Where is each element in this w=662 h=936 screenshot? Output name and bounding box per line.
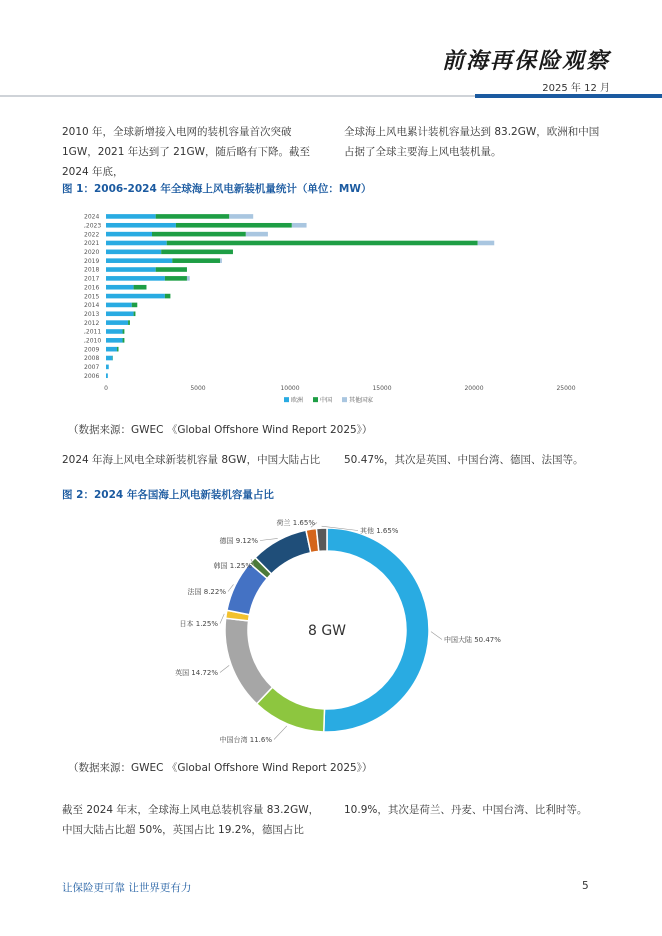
bar-segment [106,311,134,316]
paragraph-1-left: 2010 年，全球新增接入电网的装机容量首次突破 1GW，2021 年达到了 21GW，随后略有下降。截至 2024 年底， [62,126,310,178]
bar-segment [106,232,152,237]
bar-category-label: 2006 [84,372,100,380]
figure-1-title: 图 1：2006-2024 年全球海上风电新装机量统计（单位：MW） [62,183,372,195]
x-tick-label: 20000 [464,385,484,393]
bar-segment [134,285,147,290]
donut-slice-label: 德国 9.12% [219,537,258,545]
bar-category-label: ,2011 [84,328,102,336]
bar-segment [106,365,109,370]
bar-segment [246,232,268,237]
donut-slice [316,528,327,551]
leader-line [274,726,287,740]
bar-segment [478,241,495,246]
bar-segment [187,276,190,281]
bar-category-label: 2015 [84,293,100,301]
bar-segment [117,347,118,352]
bar-segment [123,338,125,343]
donut-slice-label: 中国台湾 11.6% [219,736,272,744]
bar-segment [106,285,134,290]
bar-category-label: 2024 [84,213,100,221]
legend-label: 其他国家 [349,397,374,405]
bar-segment [176,223,292,228]
bar-segment [123,329,125,334]
bar-segment [106,214,156,219]
legend-swatch [342,397,347,402]
figure-2-title: 图 2：2024 年各国海上风电新装机容量占比 [62,489,274,501]
bar-segment [161,250,233,255]
bar-segment [132,303,138,308]
bar-segment [106,356,112,361]
leader-line [431,632,442,640]
bar-segment [106,338,123,343]
footer-slogan: 让保险更可靠 让世界更有力 [62,882,192,894]
figure-1-source: （数据来源：GWEC 《Global Offshore Wind Report 2025》） [68,424,373,436]
legend-label: 欧洲 [291,397,304,405]
bar-segment [156,214,230,219]
donut-slice-label: 法国 8.22% [187,588,226,596]
leader-line [260,538,278,540]
donut-slice [225,618,273,704]
bar-category-label: 2009 [84,346,100,354]
donut-slice-label: 荷兰 1.65% [276,519,315,527]
donut-slice-label: 韩国 1.25% [213,562,252,570]
x-tick-label: 10000 [280,385,300,393]
x-tick-label: 5000 [190,385,206,393]
donut-slice-label: 其他 1.65% [360,527,399,535]
bar-category-label: 2017 [84,275,100,283]
bar-segment [156,267,187,272]
figure-1-bar-chart [62,205,602,417]
paragraph-1-right: 全球海上风电累计装机容量达到 83.2GW，欧洲和中国占据了全球主要海上风电装机量。 [344,126,600,158]
paragraph-3-left: 截至 2024 年末，全球海上风电总装机容量 83.2GW，中国大陆占比超 50%，英国占比 19.2%，德国占比 [62,804,320,836]
bar-segment [106,258,172,263]
bar-category-label: 2022 [84,231,100,239]
page-number: 5 [582,880,589,892]
leader-line [220,614,224,624]
masthead-logo: 前海再保险观察 [441,48,610,74]
bar-category-label: 2007 [84,364,100,372]
figure-2-source: （数据来源：GWEC 《Global Offshore Wind Report 2025》） [68,762,373,774]
bar-segment [220,258,222,263]
paragraph-2-left: 2024 年海上风电全球新装机容量 8GW，中国大陆占比 [62,454,321,466]
donut-slice-label: 英国 14.72% [175,669,218,677]
donut-slice-label: 日本 1.25% [179,620,218,628]
donut-center-label: 8 GW [307,623,347,639]
bar-segment [165,294,171,299]
bar-segment [134,311,136,316]
bar-segment [165,276,187,281]
bar-segment [106,223,176,228]
donut-slice-label: 中国大陆 50.47% [444,636,501,644]
bar-segment [106,320,128,325]
paragraph-2-right: 50.47%，其次是英国、中国台湾、德国、法国等。 [344,454,584,466]
bar-segment [167,241,478,246]
x-tick-label: 15000 [372,385,392,393]
bar-segment [106,250,161,255]
bar-category-label: 2020 [84,249,100,257]
figure-2-donut-chart [142,510,542,750]
bar-category-label: 2021 [84,240,100,248]
x-tick-label: 0 [104,385,108,393]
bar-segment [106,303,132,308]
bar-category-label: 2018 [84,266,100,274]
bar-category-label: ,2023 [84,222,102,230]
bar-segment [106,267,156,272]
header-accent-bar [475,94,662,98]
bar-segment [106,294,165,299]
paragraph-3-right: 10.9%，其次是荷兰、丹麦、中国台湾、比利时等。 [344,804,588,816]
legend-label: 中国 [320,397,333,405]
bar-category-label: ,2010 [84,337,102,345]
bar-segment [128,320,130,325]
bar-category-label: 2012 [84,319,100,327]
bar-category-label: 2008 [84,355,100,363]
bar-segment [292,223,307,228]
issue-date: 2025 年 12 月 [542,83,610,94]
bar-category-label: 2013 [84,310,100,318]
bar-category-label: 2016 [84,284,100,292]
legend-swatch [284,397,289,402]
bar-segment [152,232,246,237]
bar-segment [106,276,165,281]
x-tick-label: 25000 [556,385,576,393]
bar-segment [106,241,167,246]
leader-line [220,665,229,672]
bar-segment [106,347,117,352]
bar-segment [106,373,108,378]
bar-segment [106,329,123,334]
bar-segment [229,214,253,219]
bar-category-label: 2019 [84,257,100,265]
bar-category-label: 2014 [84,302,100,310]
bar-segment [172,258,220,263]
legend-swatch [313,397,318,402]
